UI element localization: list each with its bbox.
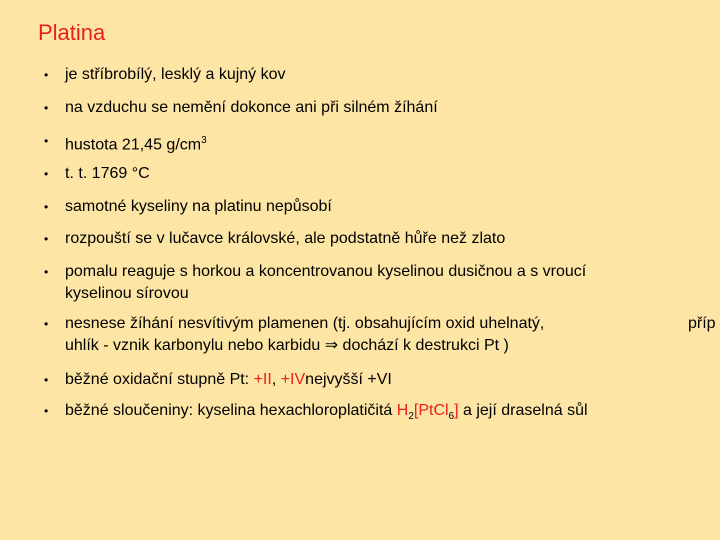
- bullet-item: [44, 130, 644, 156]
- compounds-suffix: a její draselná sůl: [458, 402, 588, 419]
- formula-bracket-end: ]: [454, 402, 459, 419]
- bullet-dot: •: [44, 232, 49, 246]
- bullet-dot: •: [44, 68, 49, 82]
- formula-ptcl: [PtCl: [413, 402, 449, 419]
- bullet-item: [44, 261, 644, 305]
- bullet-item: [44, 163, 644, 185]
- bullet-item: [44, 313, 644, 357]
- bullet-text: je stříbrobílý, lesklý a kujný kov: [65, 66, 286, 83]
- bullet-dot: •: [44, 134, 49, 148]
- bullet-dot: •: [44, 265, 49, 279]
- formula-h-subscript: 2: [408, 411, 414, 423]
- bullet-item: [44, 97, 644, 119]
- slide-title: Platina: [38, 20, 106, 45]
- bullet-text: rozpouští se v lučavce královské, ale podstatně hůře než zlato: [65, 230, 506, 247]
- bullet-item: [44, 64, 644, 86]
- bullet-item: [44, 196, 644, 218]
- bullet-line-1: nesnese žíhání nesvítivým plamenen (tj. obsahujícím oxid uhelnatý,: [65, 315, 545, 332]
- bullet-text: t. t. 1769 °C: [65, 165, 150, 182]
- oxidation-state-ii: +II: [253, 371, 272, 388]
- bullet-text: na vzduchu se nemění dokonce ani při silném žíhání: [65, 99, 438, 116]
- bullet-text: [65, 400, 684, 428]
- bullet-item: [44, 369, 644, 391]
- bullet-dot: •: [44, 167, 49, 181]
- compounds-label: běžné sloučeniny: kyselina hexachloroplatičitá: [65, 402, 397, 419]
- bullet-dot: •: [44, 373, 49, 387]
- oxidation-max: nejvyšší +VI: [305, 371, 392, 388]
- bullet-text: [65, 313, 644, 357]
- bullet-text: [65, 261, 644, 305]
- bullet-dot: •: [44, 200, 49, 214]
- bullet-dot: •: [44, 317, 49, 331]
- formula-h: H: [396, 402, 409, 419]
- bullet-line-2a: uhlík - vznik karbonylu nebo karbidu: [65, 337, 325, 354]
- bullet-line-2b: dochází k destrukci Pt ): [338, 337, 509, 354]
- bullet-dot: •: [44, 101, 49, 115]
- oxidation-label: běžné oxidační stupně Pt:: [65, 371, 254, 388]
- density-text: hustota 21,45 g/cm: [65, 136, 202, 154]
- oxidation-state-iv: +IV: [280, 371, 306, 388]
- bullet-item: [44, 228, 644, 250]
- oxidation-separator: ,: [271, 371, 281, 388]
- bullet-dot: •: [44, 404, 49, 418]
- bullet-text: [65, 130, 644, 156]
- density-exponent: 3: [201, 135, 207, 146]
- formula-cl-subscript: 6: [448, 411, 455, 423]
- implies-arrow: ⇒: [324, 337, 339, 354]
- bullet-item: [44, 400, 684, 428]
- bullet-line-1: pomalu reaguje s horkou a koncentrovanou kyselinou dusičnou a s vroucí: [65, 263, 587, 280]
- clipped-text: příp: [688, 315, 716, 332]
- bullet-text: samotné kyseliny na platinu nepůsobí: [65, 198, 332, 215]
- bullet-line-2: kyselinou sírovou: [65, 285, 189, 302]
- bullet-text: [65, 369, 644, 391]
